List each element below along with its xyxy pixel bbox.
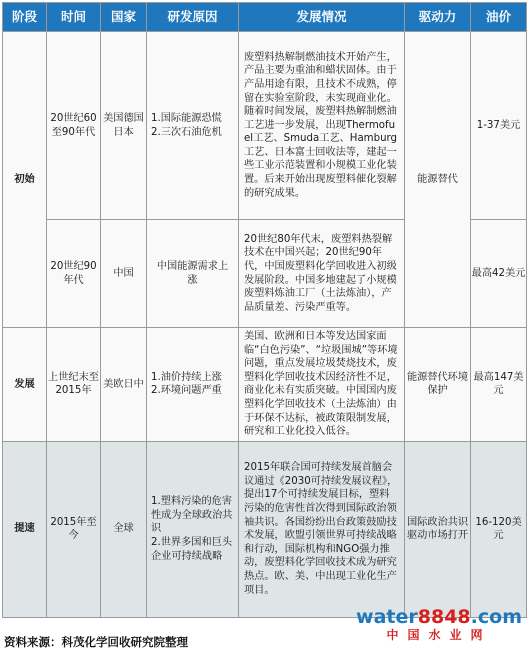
header-driver: 驱动力	[405, 3, 471, 32]
driver-cell: 能源替代	[405, 32, 471, 328]
driver-cell: 国际政治共识驱动市场打开	[405, 441, 471, 617]
time-cell: 2015年至今	[47, 441, 101, 617]
watermark-logo	[356, 606, 522, 643]
table-row	[3, 441, 527, 617]
reason-cell: 1.国际能源恐慌 2.三次石油危机	[147, 32, 239, 220]
table-row	[3, 328, 527, 442]
watermark-subtitle: 中国水业网	[386, 628, 492, 642]
country-cell: 中国	[101, 220, 147, 328]
header-time: 时间	[47, 3, 101, 32]
header-reason: 研发原因	[147, 3, 239, 32]
stage-cell: 初始	[3, 32, 47, 328]
stage-cell: 发展	[3, 328, 47, 442]
header-country: 国家	[101, 3, 147, 32]
reason-cell: 中国能源需求上涨	[147, 220, 239, 328]
watermark-domain: water8848.com	[356, 606, 522, 628]
time-cell: 20世纪60至90年代	[47, 32, 101, 220]
oil-price-cell: 最高42美元	[471, 220, 527, 328]
time-cell: 上世纪末至2015年	[47, 328, 101, 442]
reason-cell: 1.油价持续上涨 2.环境问题严重	[147, 328, 239, 442]
reason-cell: 1.塑料污染的危害性成为全球政治共识 2.世界多国和巨头企业可持续战略	[147, 441, 239, 617]
development-cell: 2015年联合国可持续发展首脑会议通过《2030可持续发展议程》，提出17个可持续发展目标，塑料污染的危害性首次得到国际政治领袖共识。各国纷纷出台政策鼓励技术发展，欧盟引领世界可持续战略和行动，国际机构和NGO强力推动，废塑料化学回收技术成为研究热点。欧、美、中出现工业化生产项目。	[239, 441, 405, 617]
header-stage: 阶段	[3, 3, 47, 32]
header-row	[3, 3, 527, 32]
oil-recycling-history-table	[2, 2, 527, 618]
country-cell: 美国德国日本	[101, 32, 147, 220]
table-row	[3, 32, 527, 220]
header-development: 发展情况	[239, 3, 405, 32]
time-cell: 20世纪90年代	[47, 220, 101, 328]
oil-price-cell: 16-120美元	[471, 441, 527, 617]
development-cell: 20世纪80年代末，废塑料热裂解技术在中国兴起；20世纪90年代，中国废塑料化学回收进入初级发展阶段。中国多地建起了小规模废塑料炼油工厂（土法炼油），产品质量差、污染严重等。	[239, 220, 405, 328]
source-note: 资料来源：科茂化学回收研究院整理	[4, 635, 188, 649]
oil-price-cell: 1-37美元	[471, 32, 527, 220]
development-cell: 美国、欧洲和日本等发达国家面临“白色污染”、“垃圾围城”等环境问题，重点发展垃圾焚烧技术，废塑料化学回收技术因经济性不足，商业化未有实质突破。中国国内废塑料化学回收技术（土法炼油）由于环保不达标，被政策限制发展，研究和工业化投入低谷。	[239, 328, 405, 442]
driver-cell: 能源替代环境保护	[405, 328, 471, 442]
country-cell: 美欧日中	[101, 328, 147, 442]
header-oil-price: 油价	[471, 3, 527, 32]
country-cell: 全球	[101, 441, 147, 617]
development-cell: 废塑料热解制燃油技术开始产生，产品主要为重油和蜡状固体。由于产品用途有限，且技术不成熟，停留在实验室阶段，未实现商业化。随着时间发展，废塑料热解制燃油工艺进一步发展，出现Thermofuel工艺、Smuda工艺、Hamburg工艺、日本富士回收法等，建起一些工业示范装置和小规模工业化装置。后来开始出现废塑料催化裂解的研究成果。	[239, 32, 405, 220]
oil-price-cell: 最高147美元	[471, 328, 527, 442]
stage-cell: 提速	[3, 441, 47, 617]
